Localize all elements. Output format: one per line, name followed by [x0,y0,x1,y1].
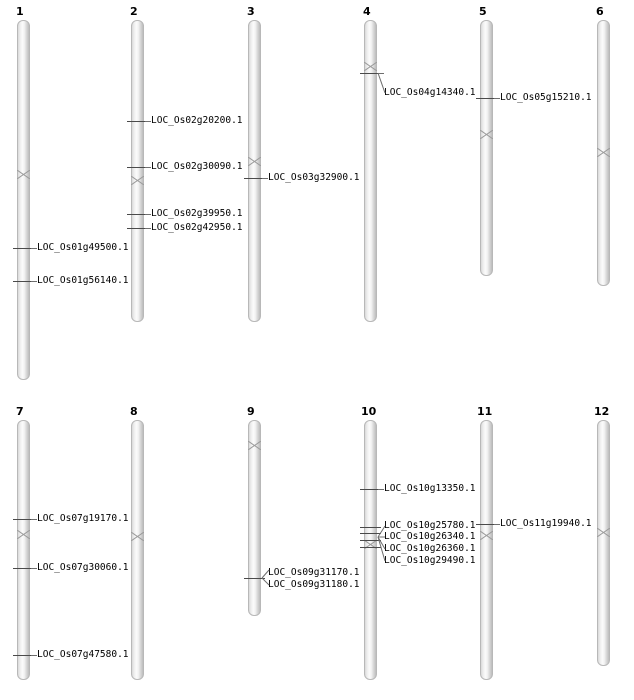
chromosome-8-label: 8 [130,405,138,418]
chromosome-7-label: 7 [16,405,24,418]
chromosome-10-marker-label-3: LOC_Os10g26340.1 [384,531,476,542]
chromosome-2-marker-label-3: LOC_Os02g39950.1 [151,208,243,219]
chromosome-10-label: 10 [361,405,377,418]
chromosome-6-centromere [597,148,610,157]
chromosome-5-label: 5 [479,5,487,18]
chromosome-9-marker-label-1: LOC_Os09g31170.1 [268,567,360,578]
chromosome-8-centromere [131,532,144,541]
chromosome-7-centromere [17,530,30,539]
chromosome-11-marker-label-1: LOC_Os11g19940.1 [500,518,592,529]
chromosome-9-marker-label-2: LOC_Os09g31180.1 [268,579,360,590]
chromosome-3-bar[interactable] [248,20,261,322]
chromosome-12-centromere [597,528,610,537]
chromosome-2-marker-label-4: LOC_Os02g42950.1 [151,222,243,233]
chromosome-2-label: 2 [130,5,138,18]
chromosome-7-marker-label-3: LOC_Os07g47580.1 [37,649,129,660]
chromosome-10-marker-label-2: LOC_Os10g25780.1 [384,520,476,531]
chromosome-1-bar[interactable] [17,20,30,380]
chromosome-10-bar[interactable] [364,420,377,680]
chromosome-5-marker-label-1: LOC_Os05g15210.1 [500,92,592,103]
chromosome-1-centromere [17,170,30,179]
chromosome-10-marker-label-5: LOC_Os10g29490.1 [384,555,476,566]
chromosome-1-marker-label-2: LOC_Os01g56140.1 [37,275,129,286]
chromosome-10-marker-label-4: LOC_Os10g26360.1 [384,543,476,554]
chromosome-row-bottom [0,400,634,700]
chromosome-10-marker-label-1: LOC_Os10g13350.1 [384,483,476,494]
chromosome-11-bar[interactable] [480,420,493,680]
chromosome-1-marker-label-1: LOC_Os01g49500.1 [37,242,129,253]
chromosome-7-marker-label-2: LOC_Os07g30060.1 [37,562,129,573]
chromosome-12-label: 12 [594,405,610,418]
chromosome-2-marker-label-1: LOC_Os02g20200.1 [151,115,243,126]
chromosome-7-marker-label-1: LOC_Os07g19170.1 [37,513,129,524]
chromosome-7-bar[interactable] [17,420,30,680]
chromosome-12-bar[interactable] [597,420,610,666]
chromosome-4-centromere [364,62,377,71]
chromosome-10-leader-fan [378,521,386,565]
chromosome-3-centromere [248,157,261,166]
chromosome-11-centromere [480,531,493,540]
chromosome-4-marker-label-1: LOC_Os04g14340.1 [384,87,476,98]
chromosome-5-bar[interactable] [480,20,493,276]
chromosome-6-label: 6 [596,5,604,18]
chromosome-8-bar[interactable] [131,420,144,680]
chromosome-9-label: 9 [247,405,255,418]
chromosome-3-marker-label-1: LOC_Os03g32900.1 [268,172,360,183]
chromosome-4-label: 4 [363,5,371,18]
chromosome-2-marker-label-2: LOC_Os02g30090.1 [151,161,243,172]
chromosome-2-centromere [131,176,144,185]
chromosome-3-label: 3 [247,5,255,18]
chromosome-1-label: 1 [16,5,24,18]
chromosome-11-label: 11 [477,405,493,418]
chromosome-9-centromere [248,441,261,450]
chromosome-5-centromere [480,130,493,139]
chromosome-2-bar[interactable] [131,20,144,322]
chromosome-9-leader-fan [262,568,270,592]
chromosome-4-leader-diagonal-1 [378,73,386,95]
